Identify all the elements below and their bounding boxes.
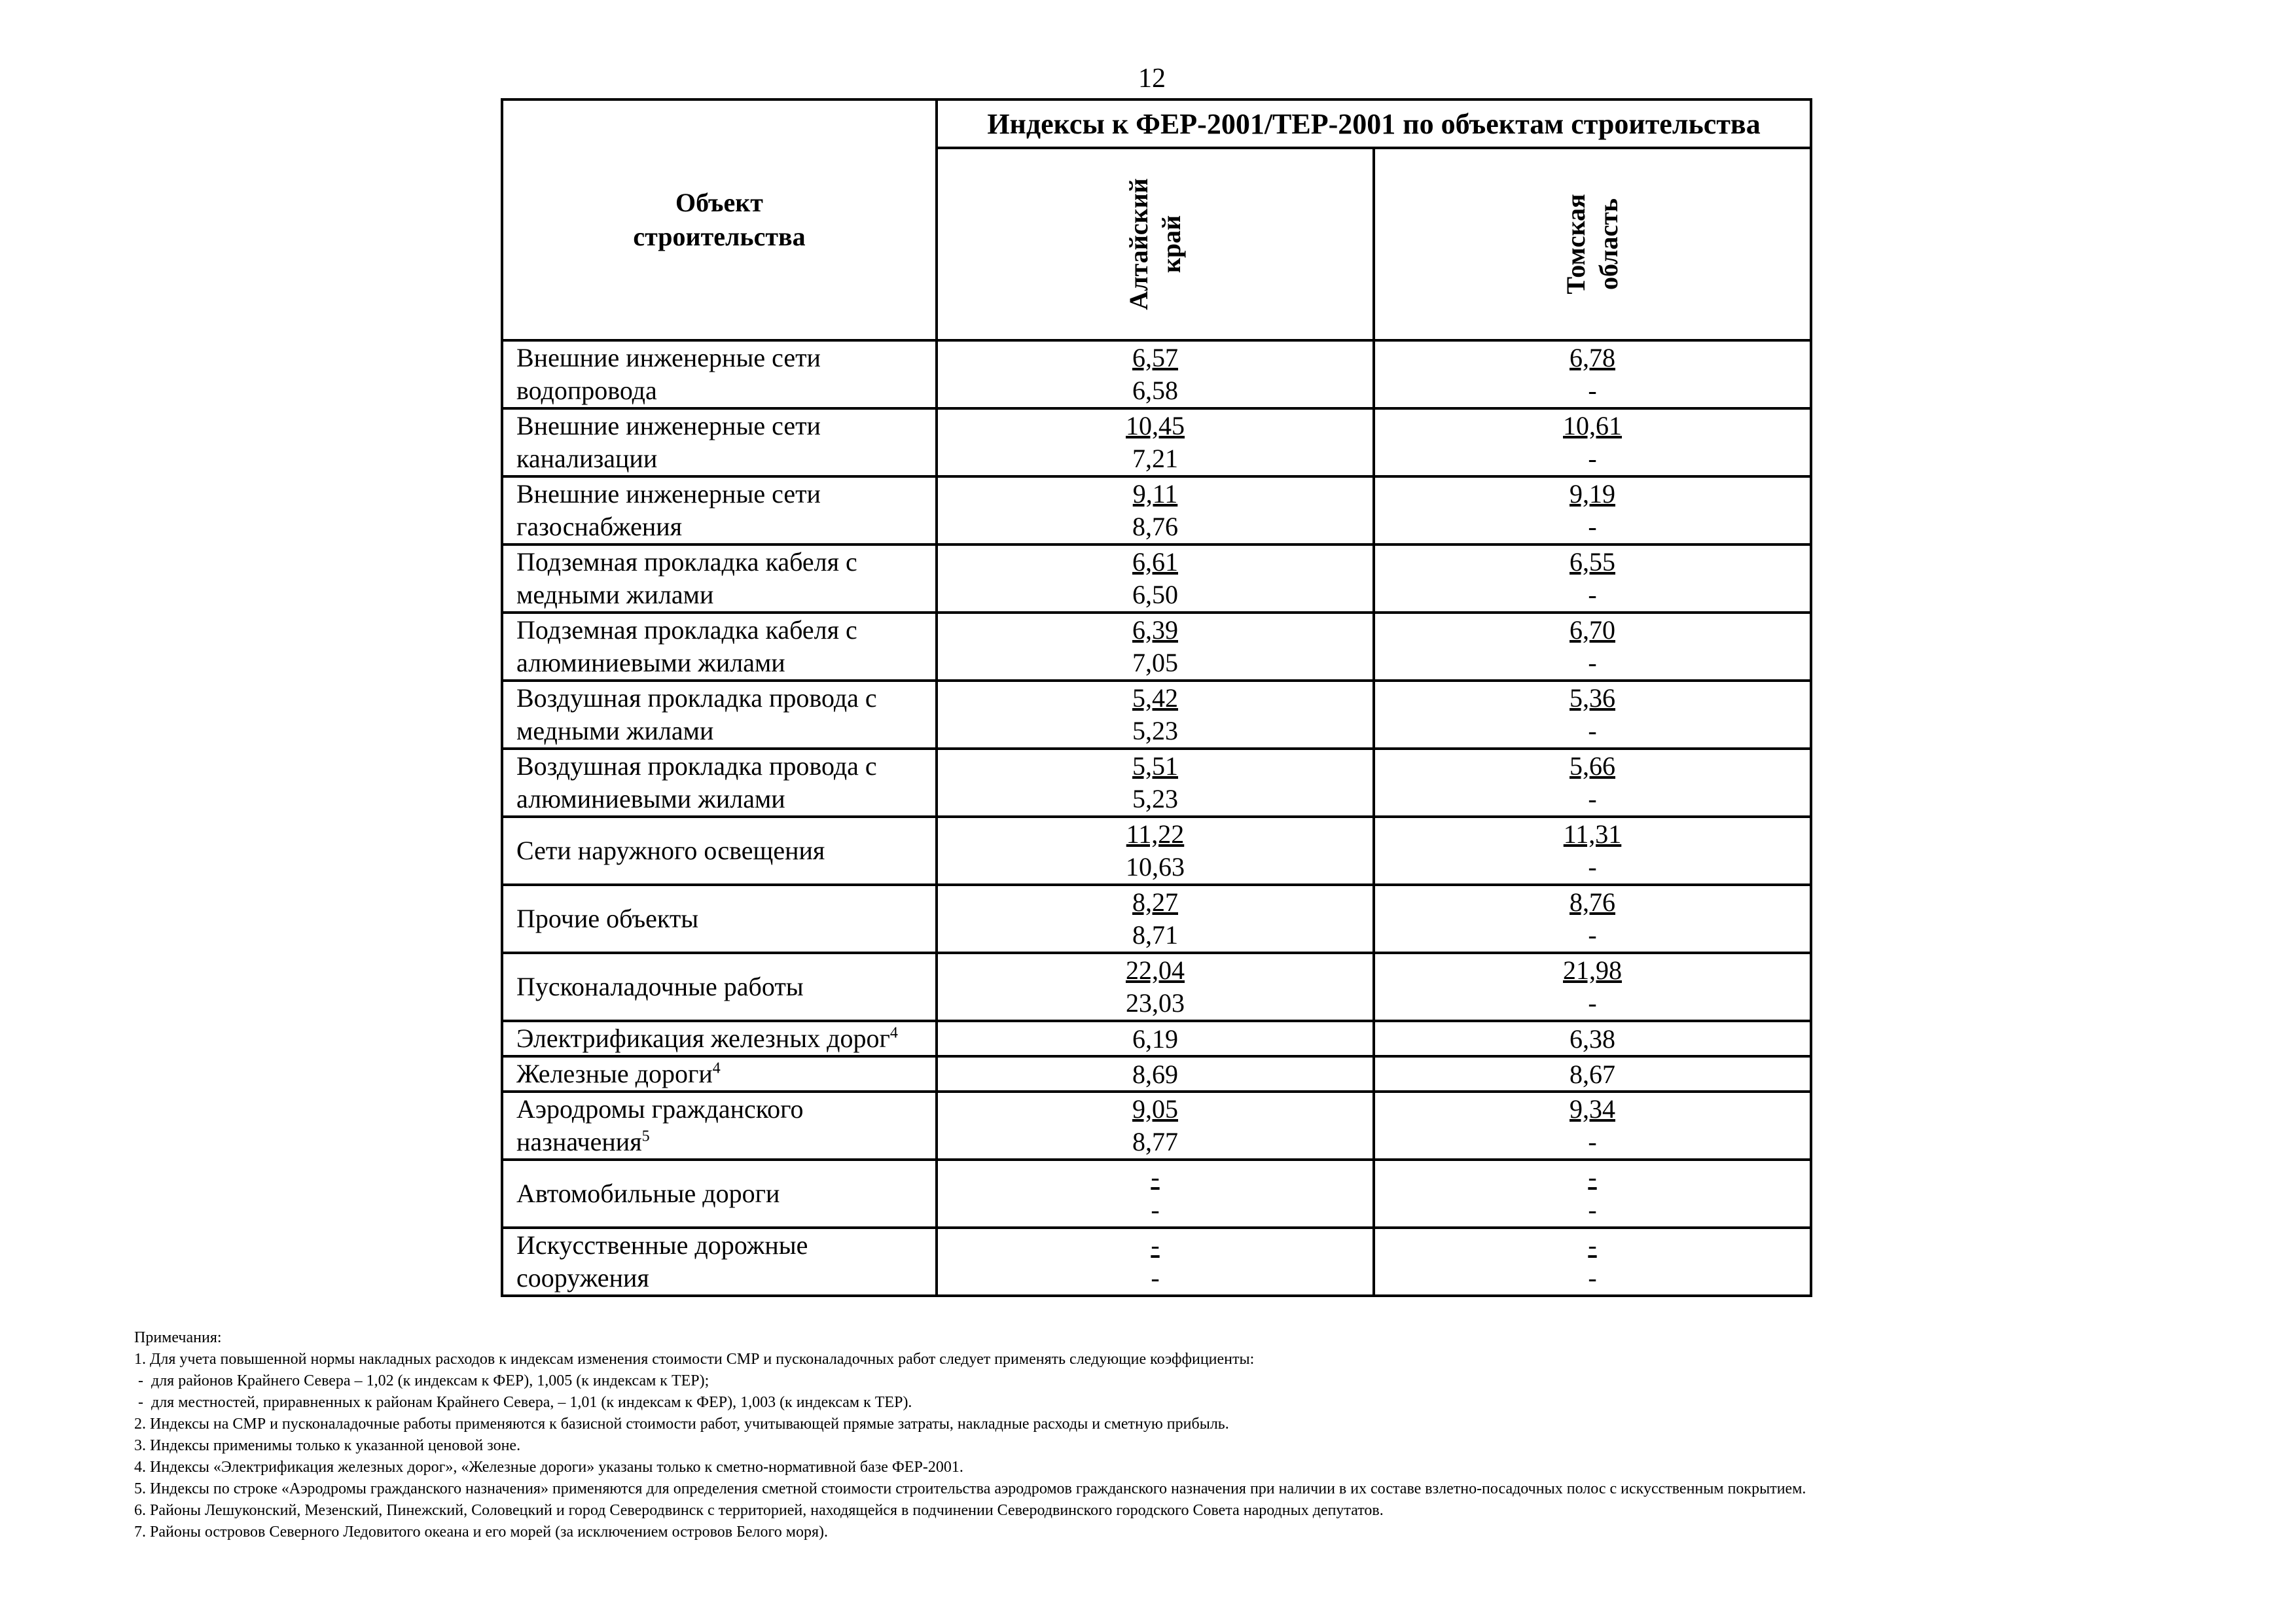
value-altai bbox=[937, 1228, 1374, 1296]
index-value-fer bbox=[938, 410, 1372, 442]
value-altai bbox=[937, 1056, 1374, 1092]
region-label-altai: Алтайский край bbox=[1124, 178, 1186, 310]
index-value-ter: - bbox=[1151, 1263, 1160, 1293]
row-object-name bbox=[502, 476, 937, 544]
row-name-text: Пусконаладочные работы bbox=[516, 972, 804, 1001]
index-value-fer-text: 9,05 bbox=[1132, 1094, 1178, 1124]
index-value-ter: - bbox=[1588, 852, 1597, 882]
index-value-ter: - bbox=[1588, 580, 1597, 609]
index-value-fer-text: 6,78 bbox=[1570, 343, 1615, 372]
index-table bbox=[501, 98, 1812, 1297]
table-row bbox=[502, 613, 1811, 681]
note-line: 2. Индексы на СМР и пусконаладочные работы применяются к базисной стоимости работ, учитывающей прямые затраты, накладные расходы и сметную прибыль. bbox=[134, 1416, 1229, 1433]
index-value-fer bbox=[938, 750, 1372, 783]
index-value-fer bbox=[1375, 750, 1810, 783]
row-object-name bbox=[502, 1021, 937, 1056]
row-name-text: Воздушная прокладка провода с медными жилами bbox=[516, 683, 877, 745]
index-value-fer-text: 6,57 bbox=[1132, 343, 1178, 372]
index-value-fer bbox=[1375, 886, 1810, 919]
row-object-name bbox=[502, 681, 937, 749]
row-name-text: Сети наружного освещения bbox=[516, 836, 825, 865]
row-name-text: Прочие объекты bbox=[516, 904, 699, 933]
index-value-ter: - bbox=[1588, 648, 1597, 677]
index-value-fer bbox=[1375, 682, 1810, 715]
index-value-ter: - bbox=[1588, 1263, 1597, 1293]
object-header bbox=[502, 99, 937, 340]
note-line: - для местностей, приравненных к районам Крайнего Севера, – 1,01 (к индексам к ФЕР), 1,003 (к индексам к ТЕР). bbox=[134, 1394, 912, 1411]
table-row bbox=[502, 1056, 1811, 1092]
index-value-fer-text: 11,22 bbox=[1126, 819, 1185, 849]
value-altai bbox=[937, 749, 1374, 817]
value-tomsk bbox=[1374, 953, 1811, 1021]
footnote-ref: 4 bbox=[712, 1060, 721, 1077]
row-object-name bbox=[502, 1228, 937, 1296]
note-line: - для районов Крайнего Севера – 1,02 (к индексам к ФЕР), 1,005 (к индексам к ТЕР); bbox=[134, 1372, 709, 1389]
row-name-text: Внешние инженерные сети газоснабжения bbox=[516, 479, 821, 541]
index-value-ter: 5,23 bbox=[1132, 784, 1178, 813]
index-value-fer-text: 10,61 bbox=[1563, 411, 1622, 440]
row-object-name bbox=[502, 1092, 937, 1160]
value-altai bbox=[937, 885, 1374, 953]
index-value-fer bbox=[938, 954, 1372, 987]
table-row bbox=[502, 953, 1811, 1021]
value-tomsk bbox=[1374, 681, 1811, 749]
index-value-ter: 6,50 bbox=[1132, 580, 1178, 609]
value-tomsk bbox=[1374, 544, 1811, 613]
value-tomsk bbox=[1374, 613, 1811, 681]
row-object-name bbox=[502, 1160, 937, 1228]
value-altai bbox=[937, 1092, 1374, 1160]
index-value-ter: - bbox=[1588, 512, 1597, 541]
index-value-fer bbox=[1375, 1161, 1810, 1194]
value-tomsk bbox=[1374, 1160, 1811, 1228]
index-value-ter: - bbox=[1588, 376, 1597, 405]
index-value-fer bbox=[1375, 954, 1810, 987]
value-altai bbox=[937, 681, 1374, 749]
index-value-ter: 7,05 bbox=[1132, 648, 1178, 677]
value-tomsk bbox=[1374, 1056, 1811, 1092]
index-value: 8,69 bbox=[1132, 1059, 1178, 1089]
index-value-fer-text: 11,31 bbox=[1563, 819, 1622, 849]
index-value-fer bbox=[1375, 410, 1810, 442]
value-altai bbox=[937, 408, 1374, 476]
value-tomsk bbox=[1374, 817, 1811, 885]
index-value-fer bbox=[938, 614, 1372, 647]
index-value-fer-text: 6,70 bbox=[1570, 615, 1615, 645]
row-name-text: Внешние инженерные сети канализации bbox=[516, 411, 821, 473]
row-name-text: Автомобильные дороги bbox=[516, 1179, 780, 1208]
index-value-fer bbox=[938, 682, 1372, 715]
row-object-name bbox=[502, 953, 937, 1021]
row-object-name bbox=[502, 408, 937, 476]
note-line: 1. Для учета повышенной нормы накладных расходов к индексам изменения стоимости СМР и пусконаладочных работ следует применять следующие коэффициенты: bbox=[134, 1351, 1255, 1368]
index-value-ter: 5,23 bbox=[1132, 716, 1178, 745]
region-header-altai bbox=[937, 148, 1374, 340]
index-value-fer-text: - bbox=[1588, 1162, 1597, 1192]
index-value-ter: 7,21 bbox=[1132, 444, 1178, 473]
index-value-fer-text: 5,36 bbox=[1570, 683, 1615, 713]
value-tomsk bbox=[1374, 476, 1811, 544]
index-value-ter: - bbox=[1588, 444, 1597, 473]
index-value: 8,67 bbox=[1570, 1059, 1615, 1089]
index-value-ter: - bbox=[1588, 920, 1597, 950]
index-value: 6,38 bbox=[1570, 1024, 1615, 1054]
index-value-fer bbox=[1375, 342, 1810, 374]
object-header-label: Объект строительства bbox=[633, 188, 806, 251]
value-altai bbox=[937, 340, 1374, 408]
index-value-fer-text: 6,39 bbox=[1132, 615, 1178, 645]
index-value-ter: - bbox=[1588, 1127, 1597, 1156]
table-row bbox=[502, 476, 1811, 544]
index-value-fer bbox=[1375, 546, 1810, 579]
note-line: 3. Индексы применимы только к указанной ценовой зоне. bbox=[134, 1437, 521, 1454]
table-row bbox=[502, 681, 1811, 749]
index-value-fer bbox=[938, 342, 1372, 374]
index-value-fer-text: 5,66 bbox=[1570, 751, 1615, 781]
index-value-ter: 10,63 bbox=[1126, 852, 1185, 882]
row-object-name bbox=[502, 749, 937, 817]
value-altai bbox=[937, 1021, 1374, 1056]
index-value-ter: 8,77 bbox=[1132, 1127, 1178, 1156]
note-line: 4. Индексы «Электрификация железных дорог», «Железные дороги» указаны только к сметно-нормативной базе ФЕР-2001. bbox=[134, 1459, 963, 1476]
row-object-name bbox=[502, 340, 937, 408]
row-object-name bbox=[502, 817, 937, 885]
row-name-text: Аэродромы гражданского назначения bbox=[516, 1094, 804, 1156]
table-row bbox=[502, 340, 1811, 408]
index-value-fer-text: 5,42 bbox=[1132, 683, 1178, 713]
value-altai bbox=[937, 613, 1374, 681]
value-tomsk bbox=[1374, 340, 1811, 408]
notes-block bbox=[134, 1327, 2229, 1543]
page-number: 12 bbox=[1138, 63, 1166, 94]
index-value-fer bbox=[938, 478, 1372, 510]
row-object-name bbox=[502, 885, 937, 953]
index-value-ter: 8,76 bbox=[1132, 512, 1178, 541]
notes-heading: Примечания: bbox=[134, 1329, 222, 1346]
row-name-text: Подземная прокладка кабеля с медными жилами bbox=[516, 547, 857, 609]
index-value-fer-text: 21,98 bbox=[1563, 955, 1622, 985]
table-row bbox=[502, 1160, 1811, 1228]
value-tomsk bbox=[1374, 1092, 1811, 1160]
table-row bbox=[502, 1021, 1811, 1056]
index-value-fer-text: 9,34 bbox=[1570, 1094, 1615, 1124]
value-altai bbox=[937, 953, 1374, 1021]
row-name-text: Искусственные дорожные сооружения bbox=[516, 1230, 808, 1293]
index-value-ter: - bbox=[1151, 1195, 1160, 1224]
index-value-fer-text: 9,19 bbox=[1570, 479, 1615, 508]
table-row bbox=[502, 544, 1811, 613]
table-row bbox=[502, 1092, 1811, 1160]
table-row bbox=[502, 408, 1811, 476]
index-value-fer-text: 6,61 bbox=[1132, 547, 1178, 577]
index-value-ter: - bbox=[1588, 1195, 1597, 1224]
index-value-fer-text: - bbox=[1151, 1230, 1160, 1260]
index-value-fer-text: 8,76 bbox=[1570, 887, 1615, 917]
table-row bbox=[502, 1228, 1811, 1296]
value-altai bbox=[937, 1160, 1374, 1228]
index-value-ter: 23,03 bbox=[1126, 988, 1185, 1018]
footnote-ref: 4 bbox=[889, 1024, 898, 1042]
row-object-name bbox=[502, 1056, 937, 1092]
row-name-text: Железные дороги bbox=[516, 1059, 713, 1088]
note-line: 7. Районы островов Северного Ледовитого океана и его морей (за исключением островов Белого моря). bbox=[134, 1524, 828, 1541]
index-value-fer bbox=[938, 1229, 1372, 1262]
note-line: 6. Районы Лешуконский, Мезенский, Пинежский, Соловецкий и город Северодвинск с территорией, находящейся в подчинении Северодвинского городского Совета народных депутатов. bbox=[134, 1502, 1384, 1519]
index-value-ter: - bbox=[1588, 716, 1597, 745]
table-row bbox=[502, 817, 1811, 885]
index-value-fer bbox=[1375, 1229, 1810, 1262]
index-value-ter: 8,71 bbox=[1132, 920, 1178, 950]
value-tomsk bbox=[1374, 749, 1811, 817]
index-value-fer-text: 5,51 bbox=[1132, 751, 1178, 781]
index-value-fer-text: 9,11 bbox=[1132, 479, 1178, 508]
index-value-ter: 6,58 bbox=[1132, 376, 1178, 405]
value-altai bbox=[937, 476, 1374, 544]
index-value-fer bbox=[1375, 614, 1810, 647]
table-title: Индексы к ФЕР-2001/ТЕР-2001 по объектам строительства bbox=[937, 99, 1811, 148]
value-tomsk bbox=[1374, 1021, 1811, 1056]
index-value-fer bbox=[938, 886, 1372, 919]
index-value-fer bbox=[1375, 818, 1810, 851]
row-name-text: Электрификация железных дорог bbox=[516, 1024, 890, 1053]
table-row bbox=[502, 749, 1811, 817]
index-value: 6,19 bbox=[1132, 1024, 1178, 1054]
row-name-text: Внешние инженерные сети водопровода bbox=[516, 343, 821, 405]
index-value-fer bbox=[1375, 1093, 1810, 1126]
index-value-fer bbox=[938, 818, 1372, 851]
value-altai bbox=[937, 544, 1374, 613]
row-name-text: Подземная прокладка кабеля с алюминиевыми жилами bbox=[516, 615, 857, 677]
region-header-tomsk bbox=[1374, 148, 1811, 340]
index-value-fer bbox=[938, 546, 1372, 579]
row-name-text: Воздушная прокладка провода с алюминиевыми жилами bbox=[516, 751, 877, 813]
index-value-fer-text: - bbox=[1151, 1162, 1160, 1192]
index-value-fer-text: 8,27 bbox=[1132, 887, 1178, 917]
value-tomsk bbox=[1374, 408, 1811, 476]
index-value-fer-text: 10,45 bbox=[1126, 411, 1185, 440]
value-altai bbox=[937, 817, 1374, 885]
note-line: 5. Индексы по строке «Аэродромы гражданского назначения» применяются для определения сметной стоимости строительства аэродромов гражданского назначения при наличии в их составе взлетно-посадочных полос с искусственным покрытием. bbox=[134, 1480, 1806, 1497]
index-value-fer bbox=[938, 1093, 1372, 1126]
footnote-ref: 5 bbox=[641, 1128, 650, 1145]
table-header-row bbox=[502, 99, 1811, 148]
index-value-ter: - bbox=[1588, 784, 1597, 813]
region-label-tomsk: Томская область bbox=[1561, 194, 1623, 294]
index-value-fer bbox=[938, 1161, 1372, 1194]
index-value-fer-text: 22,04 bbox=[1126, 955, 1185, 985]
row-object-name bbox=[502, 613, 937, 681]
index-value-fer bbox=[1375, 478, 1810, 510]
index-value-fer-text: 6,55 bbox=[1570, 547, 1615, 577]
value-tomsk bbox=[1374, 885, 1811, 953]
table-body bbox=[502, 340, 1811, 1296]
table-row bbox=[502, 885, 1811, 953]
value-tomsk bbox=[1374, 1228, 1811, 1296]
index-value-fer-text: - bbox=[1588, 1230, 1597, 1260]
row-object-name bbox=[502, 544, 937, 613]
index-value-ter: - bbox=[1588, 988, 1597, 1018]
